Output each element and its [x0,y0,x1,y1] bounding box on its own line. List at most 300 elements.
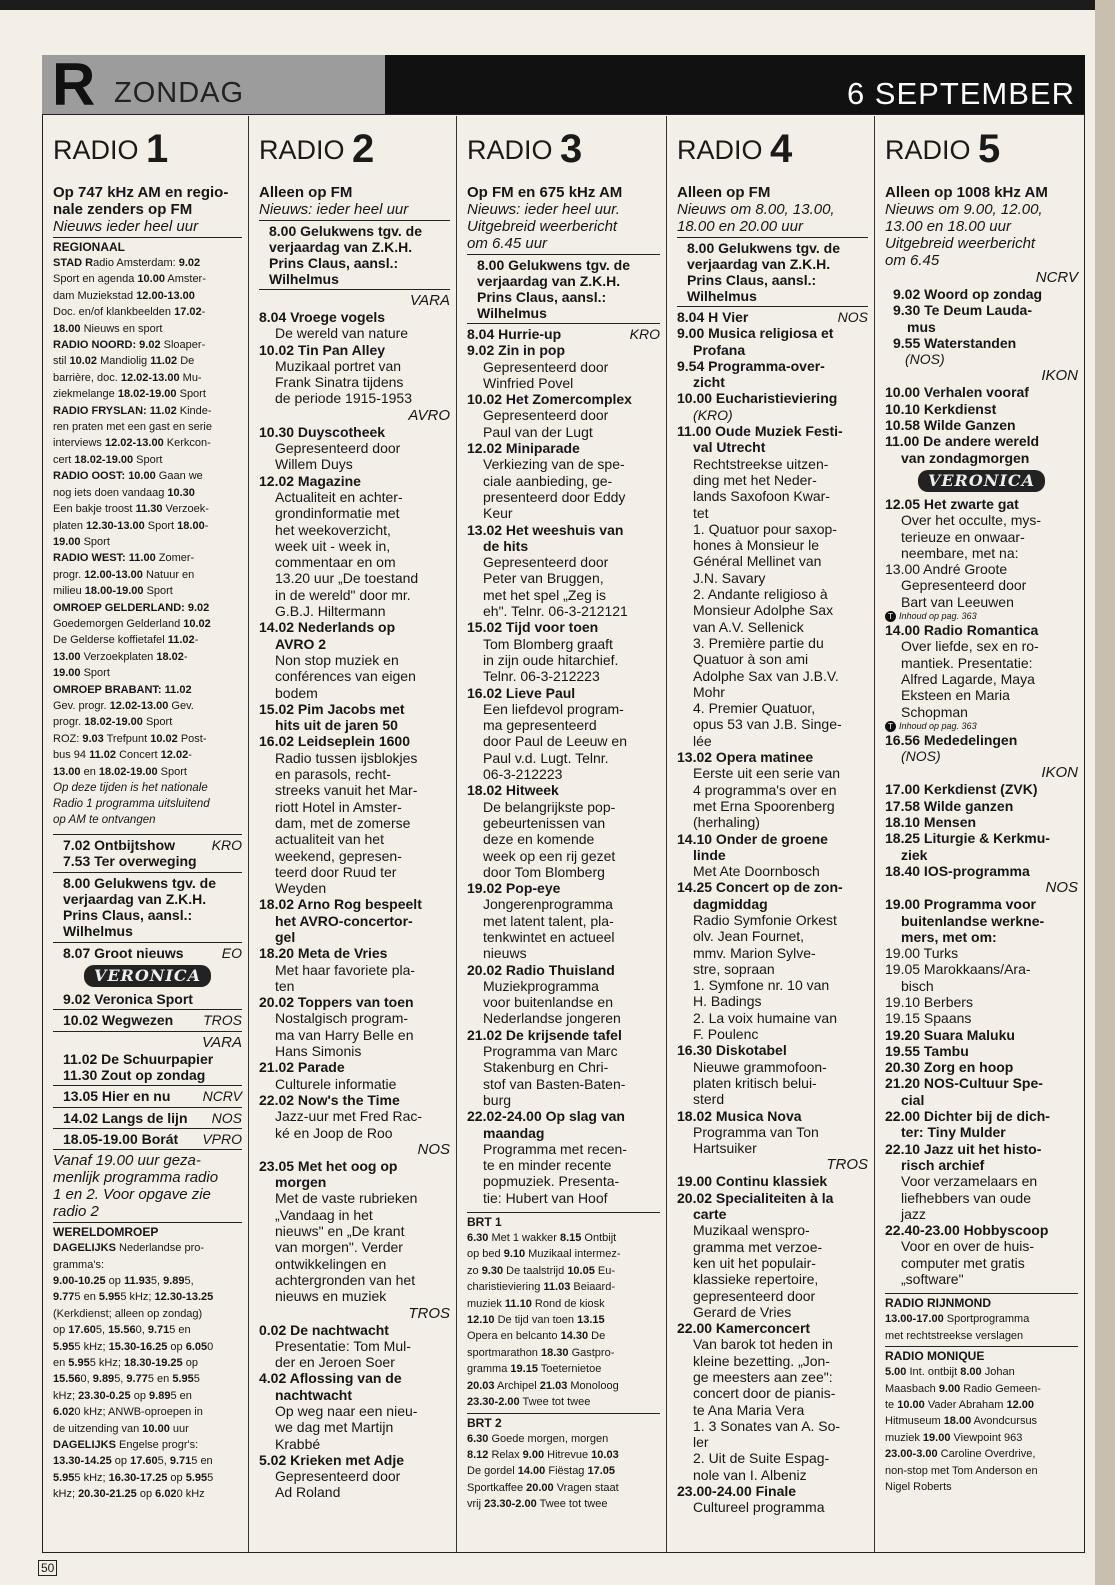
wereld-line: DAGELIJKS Engelse progr's: [53,1439,199,1452]
radio-label: RADIO [885,135,971,165]
program-description: 2. La voix humaine van [693,1009,837,1026]
program-description: gepresenteerd door [693,1287,816,1304]
program-description: De wereld van nature [275,325,409,342]
program-description: van A.V. Sellenick [693,618,804,635]
monique-title: RADIO MONIQUE [885,1349,985,1364]
sub-program: bisch [901,977,934,994]
program-description: Alfred Lagarde, Maya [901,670,1035,687]
brt1-line: gramma 19.15 Toeternietoe [467,1363,602,1376]
program-description: Peter van Bruggen, [483,570,604,587]
monique-line: 23.00-3.00 Caroline Overdrive, [885,1448,1036,1461]
program-title: 18.02 Musica Nova [677,1107,802,1124]
program-description: nole van I. Albeniz [693,1466,807,1483]
program-description: olv. Jean Fournet, [693,928,805,945]
regional-line: OMROEP BRABANT: 11.02 [53,683,192,696]
regional-line: 13.00 Verzoekplaten 18.02- [53,650,188,663]
program-title: 15.02 Tijd voor toen [467,619,599,636]
program-description: kleine bezetting. „Jon- [693,1352,830,1369]
news-line: Nieuws om 9.00, 12.00, [885,201,1043,218]
divider [53,872,242,873]
program-description: lands Saxofoon Kwar- [693,488,830,505]
program-description: Verkiezing van de spe- [483,456,625,473]
program-title-line: 8.00 Gelukwens tgv. de [269,223,423,239]
program-entry [53,875,242,940]
program-title-line: risch archief [901,1156,985,1173]
radio-label: RADIO [677,135,763,165]
program-description: Over het occulte, mys- [901,512,1042,529]
program-description: commentaar en om [275,554,396,571]
page-number: 50 [38,1560,57,1576]
program-title: 13.02 Opera matinee [677,749,814,766]
program-description: (NOS) [905,351,945,368]
program-description: Presentatie: Tom Mul- [275,1337,411,1354]
broadcaster: TROS [826,1156,868,1174]
veronica-logo-text: VERONICA [84,965,211,987]
broadcaster: EO [221,944,242,961]
monique-line: 5.00 Int. ontbijt 8.00 Johan [885,1366,1015,1379]
regional-line: milieu 18.00-19.00 Sport [53,585,173,598]
program-description: 06-3-212223 [483,766,563,783]
header-right-band [385,55,1085,114]
wereld-line: op 17.605, 15.560, 9.715 en [53,1324,191,1337]
program-title: 19.00 Programma voor [885,896,1036,913]
program-description: gebeurtenissen van [483,814,606,831]
program-description: Muziekprogramma [483,977,599,994]
top-edge [0,0,1115,10]
program-description: Muzikaal portret van [275,357,402,374]
program-description: Gepresenteerd door [275,440,401,457]
program-description: in zijn oude hitarchief. [483,651,619,668]
program-description: Krabbé [275,1435,321,1452]
program-description: Nieuwe grammofoon- [693,1058,827,1075]
divider [53,1107,242,1108]
regional-line: RADIO WEST: 11.00 Zomer- [53,552,195,565]
program-title: 22.40-23.00 Hobbyscoop [885,1222,1049,1239]
regional-line: ROZ: 9.03 Trefpunt 10.02 Post- [53,732,207,745]
program-description: Jongerenprogramma [483,896,613,913]
brt1-line: zo 9.30 De taalstrijd 10.05 Eu- [467,1264,616,1277]
program-title: 10.10 Kerkdienst [885,400,997,417]
program-title: 18.25 Liturgie & Kerkmu- [885,830,1050,847]
wereld-line: 9.775 en 5.955 kHz; 12.30-13.25 [53,1291,214,1304]
program-title: 18.20 Meta de Vries [259,945,388,962]
program-title: 19.00 Continu klassiek [677,1173,828,1190]
program-title: 11.00 De andere wereld [885,433,1040,450]
broadcaster: TROS [408,1304,450,1322]
program-description: 2. Andante religioso à [693,586,828,603]
header-left-band [42,51,385,118]
program-description: ge meesters aan zee": [693,1369,833,1385]
monique-line: Hitmuseum 18.00 Avondcursus [885,1415,1038,1428]
program-description: sterd [693,1091,725,1108]
radio1-frequency: Op 747 kHz AM en regio- [53,184,229,201]
program-title: 20.02 Radio Thuisland [467,961,615,978]
radio-section-letter: R [52,51,96,118]
program-description: Culturele informatie [275,1075,397,1092]
program-description: tie: Hubert van Hoof [483,1189,608,1206]
monique-line: Maasbach 9.00 Radio Gemeen- [885,1382,1041,1395]
program-description: grondinformatie met [275,505,400,522]
program-description: 1. Symfone nr. 10 van [693,977,830,994]
regional-line: ziekmelange 18.02-19.00 Sport [53,388,206,401]
program-description: voor buitenlandse en [483,994,613,1011]
program-title-line: val Utrecht [693,439,766,456]
program-title: 9.02 Veronica Sport [63,991,193,1008]
program-title: 18.40 IOS-programma [885,862,1030,879]
radio4-program-list [677,237,868,1516]
program-description: platen kritisch belui- [693,1074,817,1091]
veronica-logo [53,965,242,987]
program-description: 4 programma's over en [693,781,837,798]
regional-line: progr. 12.00-13.00 Natuur en [53,568,195,581]
sub-program: 19.00 Turks [885,945,959,962]
regional-line: RADIO OOST: 10.00 Gaan we [53,470,203,483]
program-title-line: verjaardag van Z.K.H. [63,890,207,907]
program-description: (KRO) [693,406,733,423]
tip-icon: T [885,611,896,622]
brt2-line: vrij 23.30-2.00 Twee tot twee [467,1498,608,1511]
program-description: Voor en over de huis- [901,1238,1035,1255]
program-title-line: 8.00 Gelukwens tgv. de [687,240,841,256]
regional-line: platen 12.30-13.00 Sport 18.00- [53,519,209,532]
wereld-line: de uitzending van 10.00 uur [53,1422,189,1435]
program-title: 23.05 Met het oog op [259,1157,398,1174]
rijnmond-listing [885,1311,1078,1344]
program-description: Gepresenteerd door [483,407,609,424]
program-description: nieuws [483,945,527,962]
program-description: Schopman [901,703,968,720]
program-title: 21.20 NOS-Cultuur Spe- [885,1075,1043,1092]
divider [53,1009,242,1010]
program-description: ler [693,1434,709,1451]
program-description: Paul van der Lugt [483,423,593,440]
brt2-line: Sportkaffee 20.00 Vragen staat [467,1481,619,1494]
regional-line: OMROEP GELDERLAND: 9.02 [53,601,210,614]
program-description: van morgen". Verder [275,1239,403,1256]
program-title: 5.02 Krieken met Adje [259,1451,404,1468]
program-title-line: mus [907,318,936,335]
program-description: Programma van Marc [483,1043,618,1060]
program-title: 8.04 Vroege vogels [259,309,386,325]
brt1-line: op bed 9.10 Muzikaal intermez- [467,1248,621,1261]
note-line: radio 2 [53,1203,99,1221]
program-title: 16.56 Mededelingen [885,731,1018,748]
regional-line: Goedemorgen Gelderland 10.02 [53,617,211,630]
program-title-line: linde [693,846,726,863]
program-title-line: dagmiddag [693,895,768,912]
radio2-program-list [259,220,450,1501]
regional-line: RADIO FRYSLAN: 11.02 Kinde- [53,404,212,417]
program-title-line: Wilhelmus [477,305,547,321]
radio3-heading [467,127,660,171]
program-title-line: 8.00 Gelukwens tgv. de [477,257,631,273]
program-title-line: hits uit de jaren 50 [275,717,398,734]
radio1-column [43,116,248,1552]
program-title: 7.02 Ontbijtshow [63,837,176,853]
program-title: 9.54 Programma-over- [677,357,825,374]
program-description: stre, sopraan [693,960,775,977]
program-title: 23.00-24.00 Finale [677,1483,797,1500]
program-title: 16.02 Lieve Paul [467,684,576,701]
monique-line: non-stop met Tom Anderson en [885,1464,1038,1477]
program-description: Mohr [693,683,725,700]
program-description: mantiek. Presentatie: [901,654,1033,671]
regional-line: RADIO NOORD: 9.02 Sloaper- [53,339,206,352]
program-title: 22.00 Kamerconcert [677,1320,811,1337]
regional-line: Gev. progr. 12.02-13.00 Gev. [53,699,194,712]
regional-line: bus 94 11.02 Concert 12.02- [53,749,192,762]
program-description: ma gepresenteerd [483,717,597,734]
radio-number: 2 [352,127,375,171]
broadcaster: IKON [1041,367,1078,385]
program-description: te en minder recente [483,1157,612,1174]
program-title: 20.02 Specialiteiten à la [677,1189,834,1206]
divider [53,1031,242,1032]
program-description: Gerard de Vries [693,1303,792,1320]
program-description: Cultureel programma [693,1499,825,1516]
program-description: teerd door Ruud ter [275,863,397,880]
radio4-news-note [677,201,868,235]
regional-line: Sport en agenda 10.00 Amster- [53,273,206,286]
divider [53,1222,242,1223]
program-title: 4.02 Aflossing van de [259,1370,402,1387]
rijnmond-line: 13.00-17.00 Sportprogramma [885,1313,1030,1326]
program-entry [677,309,868,325]
radio3-program-list [467,254,660,1206]
program-description: Hartsuiker [693,1140,757,1157]
regional-line: ren praten met een gast en serie [53,421,212,434]
program-title-line: cial [901,1091,925,1108]
program-title-line: AVRO 2 [275,635,327,652]
program-description: klassieke repertoire, [693,1271,819,1288]
program-description: ken uit het populair- [693,1254,816,1271]
program-title: 12.05 Het zwarte gat [885,495,1019,512]
wereld-line: kHz; 23.30-0.25 op 9.895 en [53,1389,192,1402]
radio3-news-note [467,201,660,252]
monique-line: Nigel Roberts [885,1480,952,1493]
program-description: Nederlandse jongeren [483,1010,621,1027]
divider [53,942,242,943]
radio5-column [875,116,1084,1552]
monique-line: muziek 19.00 Viewpoint 963 [885,1431,1023,1444]
program-description: computer met gratis [901,1254,1025,1271]
program-title: 10.30 Duyscotheek [259,423,386,440]
brt1-line: charistieviering 11.03 Beiaard- [467,1281,615,1294]
program-title: 19.20 Suara Maluku [885,1026,1015,1043]
program-description: 3. Première partie du [693,634,824,651]
program-title: 19.55 Tambu [885,1042,969,1059]
program-description: ten [275,977,295,994]
regional-line: 19.00 Sport [53,667,110,680]
program-description: popmuziek. Presenta- [483,1173,620,1190]
program-title: 9.02 Woord op zondag [893,286,1043,302]
program-title: 14.02 Nederlands op [259,619,396,636]
program-title-line: Wilhelmus [687,288,757,304]
program-description: Bart van Leeuwen [901,593,1014,610]
program-entry [53,1012,242,1028]
brt1-line: Opera en belcanto 14.30 De [467,1330,606,1343]
program-description: (herhaling) [693,814,760,831]
program-title: 9.02 Zin in pop [467,342,566,359]
program-title: 17.58 Wilde ganzen [885,797,1014,814]
divider [467,1413,660,1414]
program-title: 18.05-19.00 Borát [63,1130,179,1147]
divider [53,1149,242,1150]
broadcaster: NOS [211,1109,242,1126]
program-description: Willem Duys [275,456,353,473]
program-description: Gepresenteerd door [901,577,1027,594]
brt2-title: BRT 2 [467,1415,502,1430]
wereld-line: kHz; 20.30-21.25 op 6.020 kHz [53,1488,205,1501]
sub-program: 13.00 André Groote [885,561,1008,578]
regional-line: STAD Radio Amsterdam: 9.02 [53,257,201,269]
sub-program: 19.10 Berbers [885,993,973,1010]
program-description: G.B.J. Hiltermann [275,603,386,620]
radio5-heading [885,127,1078,171]
news-line: Uitgebreid weerbericht [467,218,618,235]
program-description: 4. Premier Quatuor, [693,700,816,717]
program-description: eh". Telnr. 06-3-212121 [483,603,628,620]
program-description: Winfried Povel [483,374,574,391]
program-description: Rechtstreekse uitzen- [693,455,829,472]
radio5-frequency: Alleen op 1008 kHz AM [885,184,1048,201]
program-title: 15.02 Pim Jacobs met [259,700,405,717]
program-description: „software" [901,1271,964,1288]
program-title: 14.10 Onder de groene [677,830,828,847]
program-description: J.N. Savary [693,569,766,586]
regional-line: De Gelderse koffietafel 11.02- [53,634,199,647]
wereld-line: DAGELIJKS Nederlandse pro- [53,1242,205,1255]
radio2-heading [259,127,450,171]
program-title-line: buitenlandse werkne- [901,912,1045,929]
note-line: Vanaf 19.00 uur geza- [53,1152,201,1170]
program-entry [53,1131,242,1147]
program-title: 18.02 Arno Rog bespeelt [259,896,422,913]
radio5-news-note [885,201,1078,269]
wereldomroep-title: WERELDOMROEP [53,1225,159,1240]
tip-text: Inhoud op pag. 363 [899,611,977,622]
rijnmond-title: RADIO RIJNMOND [885,1296,992,1311]
program-description: Paul v.d. Lugt. Telnr. [483,749,609,766]
program-title-line: het AVRO-concertor- [275,912,413,929]
program-description: Actualiteit en achter- [275,488,403,505]
regional-line: 18.00 Nieuws en sport [53,322,163,335]
program-description: Radio tussen ijsblokjes [275,749,418,766]
program-title: 20.30 Zorg en hoop [885,1059,1014,1076]
program-title-line: Profana [693,341,746,358]
program-description: burg [483,1091,512,1108]
brt1-line: sportmarathon 18.30 Gastpro- [467,1346,615,1359]
program-description: 13.20 uur „De toestand [275,570,419,587]
sub-program: 19.15 Spaans [885,1010,972,1027]
regional-line: nog iets doen vandaag 10.30 [53,486,195,499]
wereldomroep-listing [53,1240,242,1503]
tip-note [885,610,1078,622]
radio1-heading [53,127,242,171]
brt1-line: 6.30 Met 1 wakker 8.15 Ontbijt [467,1232,617,1245]
program-description: presenteerd door Eddy [483,488,626,505]
radio4-heading [677,127,868,171]
regional-line: barrière, doc. 12.02-13.00 Mu- [53,371,202,384]
broadcaster: AVRO [408,406,450,424]
program-title: 7.53 Ter overweging [63,853,197,870]
program-description: Ad Roland [275,1484,341,1501]
wereld-line: 15.560, 9.895, 9.775 en 5.955 [53,1373,200,1386]
program-title: 0.02 De nachtwacht [259,1321,389,1338]
program-title: 11.02 De Schuurpapier [63,1050,214,1067]
program-description: Jazz-uur met Fred Rac- [275,1108,423,1125]
brt1-title: BRT 1 [467,1215,502,1230]
radio2-column [249,116,456,1552]
program-title: 12.02 Miniparade [467,440,580,457]
program-description: Muzikaal wenspro- [693,1222,810,1239]
regional-line: cert 18.02-19.00 Sport [53,453,163,466]
divider [885,1293,1078,1294]
radio-label: RADIO [467,135,553,165]
note-line: 1 en 2. Voor opgave zie [53,1186,211,1204]
program-description: Radio Symfonie Orkest [693,911,837,928]
program-title: 16.02 Leidseplein 1600 [259,733,410,750]
program-title-line: mers, met om: [901,928,997,945]
sub-program: 19.05 Marokkaans/Ara- [885,961,1031,978]
program-description: dam, met de zomerse [275,814,411,831]
brt2-listing [467,1431,660,1513]
program-title: 18.02 Hitweek [467,782,559,799]
tip-icon: T [885,721,896,732]
program-title: 10.00 Eucharistieviering [677,390,838,407]
program-description: Stakenburg en Chri- [483,1059,609,1076]
program-description: in de wereld" door mr. [275,586,411,603]
program-entry [53,945,242,961]
veronica-logo-text: VERONICA [918,470,1045,492]
broadcaster: VPRO [202,1130,242,1147]
broadcaster: VARA [201,1033,242,1051]
program-description: liefhebbers van oude [901,1189,1031,1206]
program-title-line: verjaardag van Z.K.H. [269,239,413,255]
program-description: door Paul de Leeuw en [483,733,627,750]
day-label: ZONDAG [114,77,245,109]
broadcaster: NCRV [1035,269,1078,286]
program-description: F. Poulenc [693,1026,759,1043]
radio4-column [667,116,874,1552]
highlight-program-box [259,220,450,290]
regional-line: progr. 18.02-19.00 Sport [53,716,173,729]
program-description: gramma met verzoe- [693,1238,823,1255]
program-description: Programma van Ton [693,1123,819,1140]
page-spine [1095,0,1115,1585]
brt2-line: 6.30 Goede morgen, morgen [467,1432,609,1445]
program-entry [53,1110,242,1126]
program-description: Telnr. 06-3-212223 [483,668,600,685]
radio2-frequency: Alleen op FM [259,184,353,201]
program-description: ké en Joop de Roo [275,1124,393,1141]
program-description: Adolphe Sax van J.B.V. [693,667,839,684]
program-description: Van barok tot heden in [693,1336,833,1353]
program-description: conférences van eigen [275,668,416,685]
monique-line: te 10.00 Vader Abraham 12.00 [885,1398,1035,1411]
program-title: 9.30 Te Deum Lauda- [893,302,1033,319]
news-line: om 6.45 uur [467,235,548,252]
program-title-line: ter: Tiny Mulder [901,1124,1006,1141]
program-entry [53,1088,242,1104]
regional-listing [53,255,242,780]
program-title: 13.05 Hier en nu [63,1088,171,1105]
note-line: menlijk programma radio [53,1169,219,1187]
program-title: 14.02 Langs de lijn [63,1109,188,1126]
program-description: H. Badings [693,993,762,1010]
radio-label: RADIO [53,135,139,165]
program-description: ontwikkelingen en [275,1255,387,1272]
